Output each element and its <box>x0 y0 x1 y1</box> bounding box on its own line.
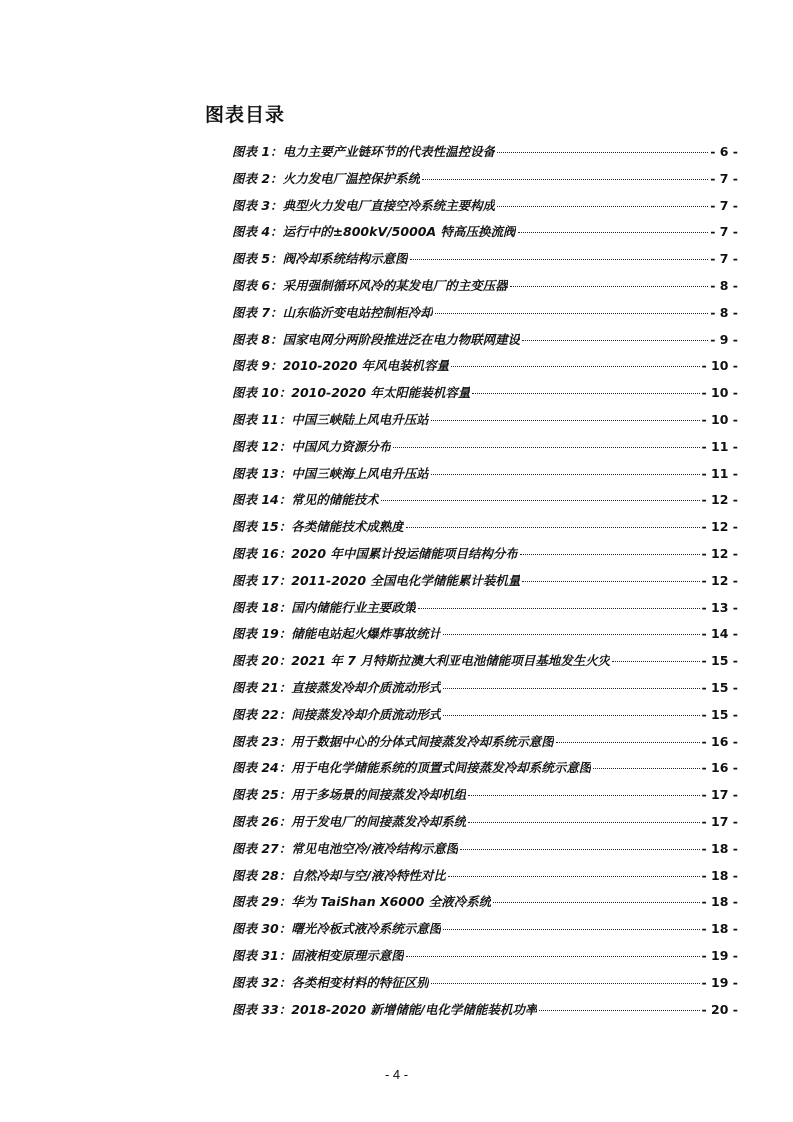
toc-entry[interactable] <box>232 678 738 705</box>
toc-dot-leader <box>539 1010 699 1011</box>
toc-entry-title: 间接蒸发冷却介质流动形式 <box>291 706 442 722</box>
toc-entry[interactable] <box>232 571 738 598</box>
toc-entry-page: - 18 - <box>701 921 738 937</box>
toc-entry-title: 中国三峡海上风电升压站 <box>291 465 429 481</box>
toc-entry-page: - 20 - <box>701 1001 738 1017</box>
toc-entry-label: 图表 32： <box>232 974 292 990</box>
toc-entry-title: 2010-2020 年太阳能装机容量 <box>291 385 471 401</box>
toc-entry-page: - 11 - <box>701 438 738 454</box>
toc-dot-leader <box>612 661 699 662</box>
toc-entry-label: 图表 27： <box>232 840 292 856</box>
toc-entry-title: 常见电池空冷/液冷结构示意图 <box>291 840 459 856</box>
toc-entry-title: 各类相变材料的特征区别 <box>291 974 429 990</box>
toc-entry-label: 图表 30： <box>232 921 292 937</box>
toc-entry-label: 图表 24： <box>232 760 292 776</box>
toc-entry[interactable] <box>232 758 738 785</box>
toc-entry-label: 图表 15： <box>232 519 292 535</box>
toc-entry-label: 图表 13： <box>232 465 292 481</box>
toc-entry[interactable] <box>232 410 738 437</box>
toc-dot-leader <box>431 474 700 475</box>
toc-entry-title: 常见的储能技术 <box>291 492 379 508</box>
toc-entry[interactable] <box>232 356 738 383</box>
page-title: 图表目录 <box>205 104 286 126</box>
table-of-figures <box>232 142 738 1026</box>
toc-entry-page: - 14 - <box>701 626 738 642</box>
toc-entry-title: 2020 年中国累计投运储能项目结构分布 <box>291 545 518 561</box>
toc-dot-leader <box>522 340 708 341</box>
toc-dot-leader <box>406 956 700 957</box>
toc-entry-label: 图表 28： <box>232 867 292 883</box>
toc-entry-page: - 18 - <box>701 867 738 883</box>
toc-entry[interactable] <box>232 544 738 571</box>
toc-entry-title: 2021 年 7 月特斯拉澳大利亚电池储能项目基地发生火灾 <box>291 653 611 669</box>
toc-entry[interactable] <box>232 812 738 839</box>
toc-entry[interactable] <box>232 598 738 625</box>
toc-dot-leader <box>431 420 700 421</box>
toc-entry-label: 图表 7： <box>232 304 283 320</box>
toc-dot-leader <box>520 554 700 555</box>
toc-dot-leader <box>556 742 700 743</box>
toc-entry-label: 图表 22： <box>232 706 292 722</box>
toc-entry-title: 曙光冷板式液冷系统示意图 <box>291 921 442 937</box>
toc-entry-page: - 7 - <box>710 224 738 240</box>
toc-entry-title: 2018-2020 新增储能/电化学储能装机功率 <box>291 1001 538 1017</box>
toc-dot-leader <box>468 795 699 796</box>
toc-entry-title: 各类储能技术成熟度 <box>291 519 404 535</box>
toc-entry-title: 山东临沂变电站控制柜冷却 <box>282 304 433 320</box>
toc-entry-label: 图表 14： <box>232 492 292 508</box>
toc-dot-leader <box>460 849 699 850</box>
toc-entry-label: 图表 8： <box>232 331 283 347</box>
toc-entry[interactable] <box>232 464 738 491</box>
toc-entry[interactable] <box>232 383 738 410</box>
toc-entry-label: 图表 10： <box>232 385 292 401</box>
toc-entry-title: 固液相变原理示意图 <box>291 947 404 963</box>
toc-entry-label: 图表 11： <box>232 411 292 427</box>
toc-entry[interactable] <box>232 517 738 544</box>
toc-entry-label: 图表 20： <box>232 653 292 669</box>
toc-entry-title: 自然冷却与空/液冷特性对比 <box>291 867 446 883</box>
toc-entry-title: 运行中的±800kV/5000A 特高压换流阀 <box>282 224 516 240</box>
toc-entry[interactable] <box>232 866 738 893</box>
toc-entry-page: - 15 - <box>701 706 738 722</box>
toc-entry-label: 图表 26： <box>232 813 292 829</box>
toc-entry-page: - 15 - <box>701 679 738 695</box>
toc-entry-page: - 17 - <box>701 813 738 829</box>
toc-dot-leader <box>431 983 700 984</box>
toc-entry[interactable] <box>232 919 738 946</box>
toc-dot-leader <box>497 152 708 153</box>
toc-dot-leader <box>593 768 699 769</box>
toc-entry-label: 图表 17： <box>232 572 292 588</box>
toc-entry-page: - 18 - <box>701 840 738 856</box>
toc-entry[interactable] <box>232 732 738 759</box>
toc-entry-label: 图表 19： <box>232 626 292 642</box>
toc-entry-title: 中国风力资源分布 <box>291 438 392 454</box>
toc-entry[interactable] <box>232 196 738 223</box>
toc-entry-page: - 10 - <box>701 385 738 401</box>
toc-entry-page: - 7 - <box>710 197 738 213</box>
toc-entry-title: 用于发电厂的间接蒸发冷却系统 <box>291 813 467 829</box>
toc-entry[interactable] <box>232 222 738 249</box>
toc-entry-title: 火力发电厂温控保护系统 <box>282 170 421 186</box>
toc-entry-page: - 7 - <box>710 170 738 186</box>
toc-entry-label: 图表 3： <box>232 197 283 213</box>
toc-dot-leader <box>410 259 709 260</box>
toc-entry-label: 图表 9： <box>232 358 283 374</box>
toc-entry-label: 图表 1： <box>232 144 283 159</box>
toc-entry-page: - 9 - <box>710 331 738 347</box>
toc-entry-page: - 17 - <box>701 787 738 803</box>
toc-entry-page: - 18 - <box>701 894 738 910</box>
toc-entry[interactable] <box>232 276 738 303</box>
toc-entry[interactable] <box>232 142 738 169</box>
toc-dot-leader <box>422 179 708 180</box>
toc-dot-leader <box>443 929 699 930</box>
toc-dot-leader <box>518 232 709 233</box>
toc-entry-label: 图表 29： <box>232 894 292 910</box>
toc-entry[interactable] <box>232 705 738 732</box>
toc-entry-title: 国家电网分两阶段推进泛在电力物联网建设 <box>282 331 521 347</box>
toc-entry-title: 用于电化学储能系统的顶置式间接蒸发冷却系统示意图 <box>291 760 592 776</box>
toc-entry-page: - 19 - <box>701 974 738 990</box>
toc-dot-leader <box>472 393 699 394</box>
toc-entry-page: - 12 - <box>701 572 738 588</box>
toc-entry-page: - 8 - <box>710 304 738 320</box>
toc-dot-leader <box>497 206 708 207</box>
toc-entry[interactable] <box>232 249 738 276</box>
toc-entry-page: - 10 - <box>701 411 738 427</box>
toc-entry-label: 图表 5： <box>232 251 283 267</box>
toc-entry-page: - 15 - <box>701 653 738 669</box>
toc-entry-label: 图表 16： <box>232 545 292 561</box>
toc-entry-page: - 11 - <box>701 465 738 481</box>
toc-entry-page: - 12 - <box>701 519 738 535</box>
toc-dot-leader <box>393 447 699 448</box>
toc-entry-title: 2011-2020 全国电化学储能累计装机量 <box>291 572 521 588</box>
page-number: - 4 - <box>384 1067 409 1082</box>
toc-entry-title: 国内储能行业主要政策 <box>291 599 417 615</box>
toc-dot-leader <box>493 902 699 903</box>
toc-dot-leader <box>448 876 700 877</box>
toc-entry[interactable] <box>232 490 738 517</box>
toc-entry-label: 图表 18： <box>232 599 292 615</box>
toc-dot-leader <box>418 608 699 609</box>
toc-entry[interactable] <box>232 169 738 196</box>
toc-dot-leader <box>443 715 699 716</box>
toc-entry[interactable] <box>232 839 738 866</box>
toc-entry-title: 华为 TaiShan X6000 全液冷系统 <box>291 894 492 910</box>
toc-entry-page: - 12 - <box>701 492 738 508</box>
toc-entry[interactable] <box>232 330 738 357</box>
toc-entry[interactable] <box>232 892 738 919</box>
toc-entry-page: - 13 - <box>701 599 738 615</box>
toc-entry[interactable] <box>232 1000 738 1027</box>
toc-dot-leader <box>435 313 709 314</box>
toc-entry-title: 中国三峡陆上风电升压站 <box>291 411 429 427</box>
toc-entry-label: 图表 2： <box>232 170 283 186</box>
toc-entry-page: - 19 - <box>701 947 738 963</box>
toc-entry-title: 典型火力发电厂直接空冷系统主要构成 <box>282 197 496 213</box>
toc-entry-page: - 12 - <box>701 545 738 561</box>
toc-entry-page: - 16 - <box>701 733 738 749</box>
toc-entry-label: 图表 21： <box>232 679 292 695</box>
toc-entry[interactable] <box>232 946 738 973</box>
toc-entry[interactable] <box>232 624 738 651</box>
toc-entry[interactable] <box>232 303 738 330</box>
toc-entry-label: 图表 33： <box>232 1001 292 1017</box>
toc-entry[interactable] <box>232 785 738 812</box>
toc-entry-page: - 7 - <box>710 251 738 267</box>
toc-entry-title: 2010-2020 年风电装机容量 <box>282 358 450 374</box>
toc-entry-page: - 16 - <box>701 760 738 776</box>
toc-dot-leader <box>510 286 709 287</box>
toc-dot-leader <box>451 366 699 367</box>
toc-entry-label: 图表 4： <box>232 224 283 240</box>
toc-entry-title: 直接蒸发冷却介质流动形式 <box>291 679 442 695</box>
toc-dot-leader <box>443 688 699 689</box>
toc-entry[interactable] <box>232 973 738 1000</box>
toc-entry-label: 图表 31： <box>232 947 292 963</box>
toc-entry-page: - 6 - <box>710 144 738 159</box>
toc-entry-title: 用于多场景的间接蒸发冷却机组 <box>291 787 467 803</box>
toc-entry-title: 阀冷却系统结构示意图 <box>282 251 408 267</box>
toc-entry-title: 电力主要产业链环节的代表性温控设备 <box>282 144 496 159</box>
toc-entry-label: 图表 12： <box>232 438 292 454</box>
toc-dot-leader <box>406 527 700 528</box>
toc-entry-label: 图表 6： <box>232 277 283 293</box>
toc-entry-label: 图表 23： <box>232 733 292 749</box>
toc-entry-page: - 8 - <box>710 277 738 293</box>
toc-entry-label: 图表 25： <box>232 787 292 803</box>
toc-dot-leader <box>381 500 700 501</box>
toc-entry[interactable] <box>232 651 738 678</box>
toc-entry-title: 储能电站起火爆炸事故统计 <box>291 626 442 642</box>
toc-dot-leader <box>443 634 699 635</box>
toc-entry-page: - 10 - <box>701 358 738 374</box>
toc-dot-leader <box>522 581 699 582</box>
toc-dot-leader <box>468 822 699 823</box>
toc-entry[interactable] <box>232 437 738 464</box>
toc-entry-title: 采用强制循环风冷的某发电厂的主变压器 <box>282 277 508 293</box>
toc-entry-title: 用于数据中心的分体式间接蒸发冷却系统示意图 <box>291 733 554 749</box>
